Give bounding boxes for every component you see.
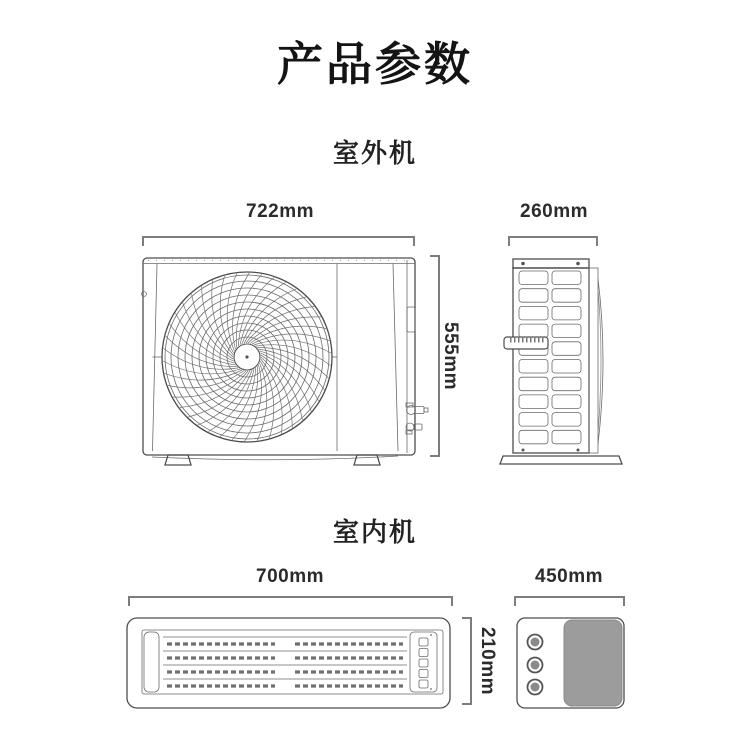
indoor-front-width-label: 700mm [256,566,324,587]
service-valves [406,403,428,434]
indoor-unit-side-view-drawing [510,615,635,715]
outdoor-front-width-bracket [142,236,415,248]
side-gray-panel [564,620,622,706]
section-title-indoor: 室内机 [332,517,417,547]
terminal-cover [407,307,415,332]
outdoor-unit-side-view-drawing [498,254,628,470]
control-panel [410,632,437,692]
base-plate [500,456,622,464]
section-title-outdoor: 室外机 [332,138,417,168]
left-end-cap [144,632,159,692]
outdoor-front-width-label: 722mm [246,201,314,222]
outdoor-unit-front-view-drawing [140,254,432,470]
fan-grille [162,272,332,442]
pipe-knockouts [528,635,543,695]
outdoor-front-height-label: 555mm [440,322,461,390]
indoor-front-width-bracket [128,596,453,608]
vent-slots [519,271,581,444]
indoor-side-width-label: 450mm [535,566,603,587]
indoor-unit-front-view-drawing [125,615,465,715]
carry-handle [504,337,548,349]
indoor-side-width-bracket [514,596,625,608]
page-title: 产品参数 [277,38,473,90]
outdoor-side-width-bracket [508,236,598,248]
louver-grille [163,637,407,686]
indoor-front-height-label: 210mm [477,627,498,695]
outdoor-side-width-label: 260mm [520,201,588,222]
